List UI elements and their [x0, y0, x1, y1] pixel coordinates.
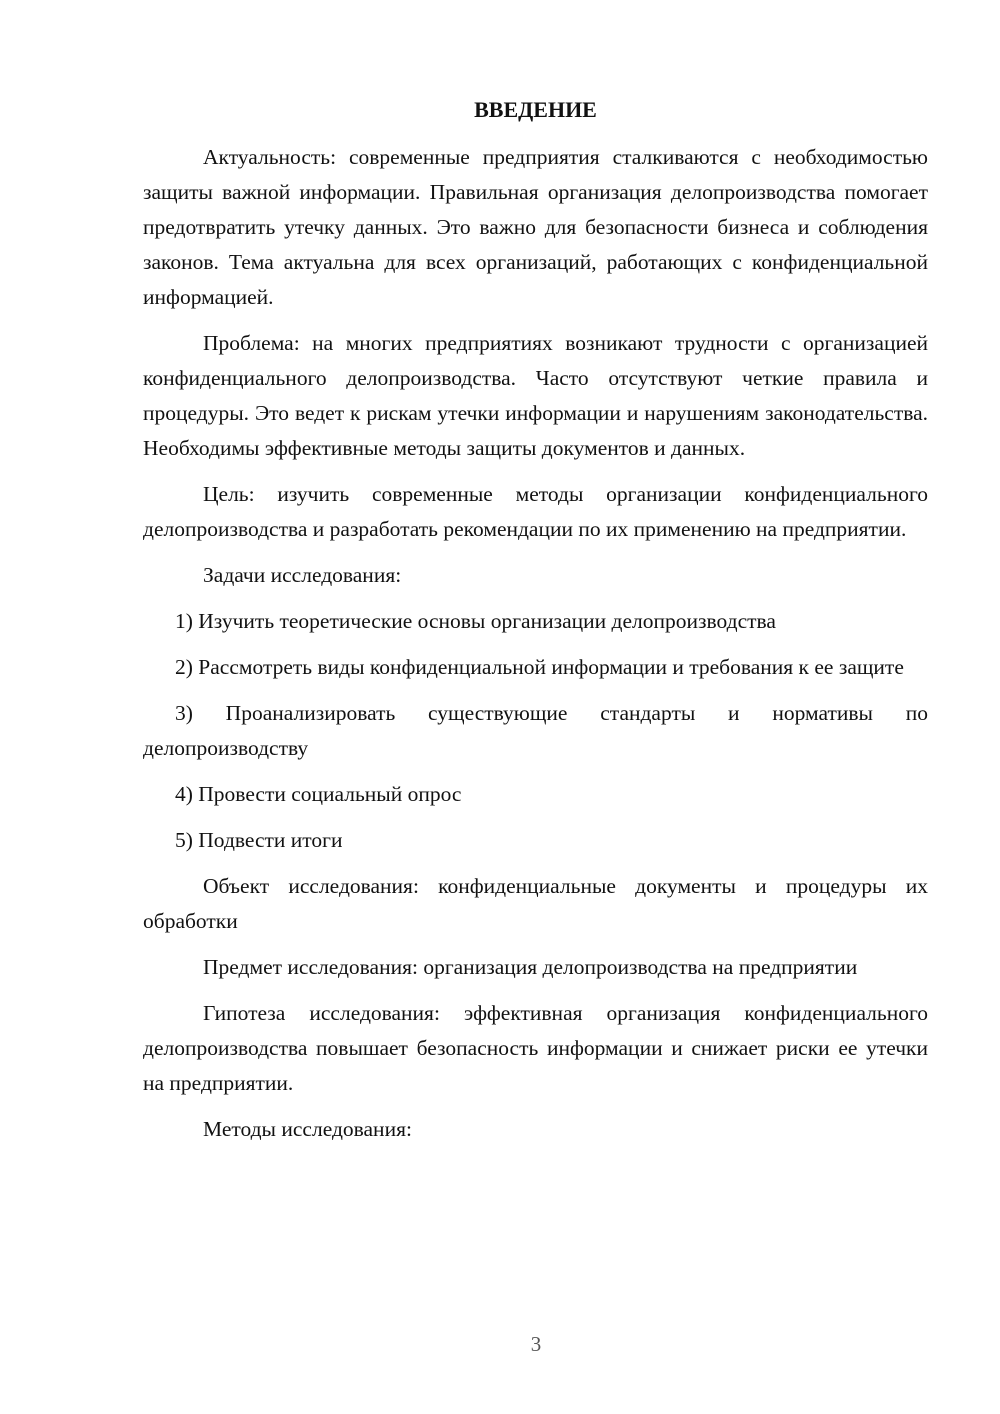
methods-heading: Методы исследования:: [203, 1117, 412, 1141]
object-paragraph: Объект исследования: конфиденциальные документы и процедуры их обработки: [143, 874, 928, 933]
task-item-4: 4) Провести социальный опрос: [175, 782, 462, 806]
page-title: ВВЕДЕНИЕ: [474, 97, 597, 122]
goal-paragraph: Цель: изучить современные методы организации конфиденциального делопроизводства и разработать рекомендации по их применению на предприятии.: [143, 482, 928, 541]
task-item-3: 3) Проанализировать существующие стандарты и нормативы по делопроизводству: [143, 701, 928, 760]
subject-paragraph: Предмет исследования: организация делопроизводства на предприятии: [203, 955, 858, 979]
task-item-1: 1) Изучить теоретические основы организации делопроизводства: [175, 609, 776, 633]
hypothesis-paragraph: Гипотеза исследования: эффективная организация конфиденциального делопроизводства повышает безопасность информации и снижает риски ее утечки на предприятии.: [143, 1001, 928, 1095]
task-item-2: 2) Рассмотреть виды конфиденциальной информации и требования к ее защите: [175, 655, 904, 679]
tasks-heading: Задачи исследования:: [203, 563, 402, 587]
document-page: [143, 92, 928, 1158]
task-item-5: 5) Подвести итоги: [175, 828, 343, 852]
relevance-paragraph: Актуальность: современные предприятия сталкиваются с необходимостью защиты важной информации. Правильная организация делопроизводства помогает предотвратить утечку данных. Это важно для безопасности бизнеса и соблюдения законов. Тема актуальна для всех организаций, работающих с конфиденциальной информацией.: [143, 145, 928, 309]
page-number: 3: [530, 1332, 542, 1356]
problem-paragraph: Проблема: на многих предприятиях возникают трудности с организацией конфиденциального делопроизводства. Часто отсутствуют четкие правила и процедуры. Это ведет к рискам утечки информации и нарушениям законодательства. Необходимы эффективные методы защиты документов и данных.: [143, 331, 928, 460]
